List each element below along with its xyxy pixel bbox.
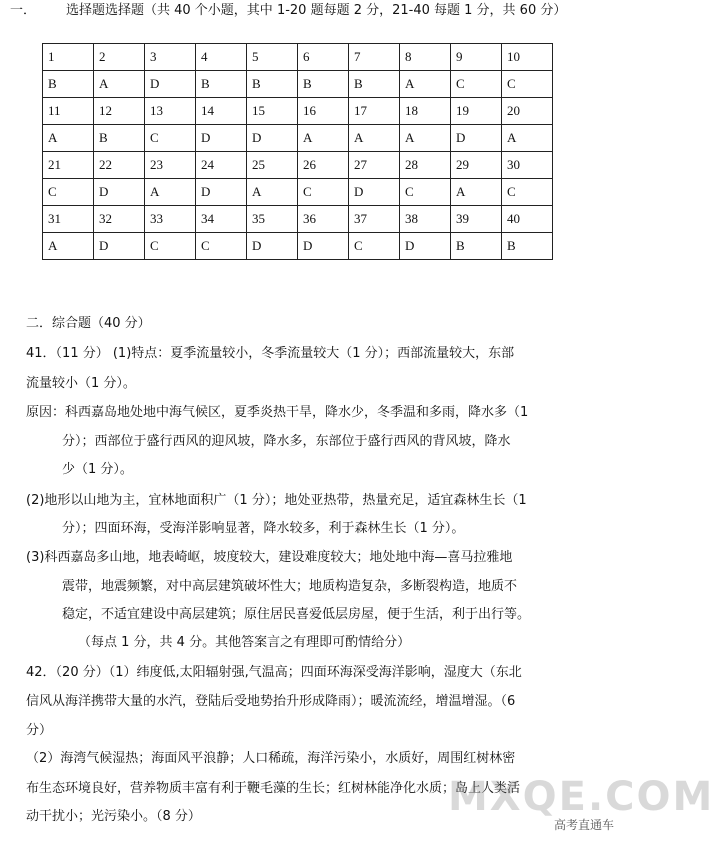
answer-cell: B bbox=[247, 71, 298, 98]
answer-cell: C bbox=[145, 125, 196, 152]
question-number-cell: 17 bbox=[349, 98, 400, 125]
answer-cell: A bbox=[400, 71, 451, 98]
answer-table-row bbox=[43, 44, 553, 71]
question-number-cell: 36 bbox=[298, 206, 349, 233]
answer-table-row bbox=[43, 125, 553, 152]
question-number-cell: 21 bbox=[43, 152, 94, 179]
question-number-cell: 28 bbox=[400, 152, 451, 179]
question-number-cell: 9 bbox=[451, 44, 502, 71]
answer-cell: A bbox=[43, 125, 94, 152]
question-number-cell: 19 bbox=[451, 98, 502, 125]
section2-heading: 二．综合题（40 分） bbox=[26, 316, 151, 331]
answer-cell: D bbox=[94, 179, 145, 206]
question-number-cell: 25 bbox=[247, 152, 298, 179]
answer-cell: B bbox=[94, 125, 145, 152]
answer-cell: C bbox=[451, 71, 502, 98]
answer-cell: A bbox=[451, 179, 502, 206]
question-number-cell: 8 bbox=[400, 44, 451, 71]
answer-table-row bbox=[43, 98, 553, 125]
answer-cell: A bbox=[247, 179, 298, 206]
answer-cell: A bbox=[502, 125, 553, 152]
question-number-cell: 2 bbox=[94, 44, 145, 71]
answer-cell: D bbox=[349, 179, 400, 206]
answer-cell: D bbox=[247, 125, 298, 152]
watermark-label: 高考直通车 bbox=[553, 818, 614, 832]
answer-text-line: 分）；四面环海，受海洋影响显著，降水较多，利于森林生长（1 分）。 bbox=[62, 521, 465, 536]
answer-text-line: 原因：科西嘉岛地处地中海气候区，夏季炎热干旱，降水少，冬季温和多雨，降水多（1 bbox=[26, 405, 529, 420]
question-number-cell: 16 bbox=[298, 98, 349, 125]
answer-cell: A bbox=[298, 125, 349, 152]
answer-cell: D bbox=[196, 125, 247, 152]
answer-cell: A bbox=[94, 71, 145, 98]
answer-cell: D bbox=[247, 233, 298, 260]
question-number-cell: 33 bbox=[145, 206, 196, 233]
question-number-cell: 31 bbox=[43, 206, 94, 233]
answer-text-line: (2)地形以山地为主，宜林地面积广（1 分）；地处亚热带，热量充足，适宜森林生长（1 bbox=[26, 493, 527, 508]
question-number-cell: 23 bbox=[145, 152, 196, 179]
answer-cell: B bbox=[451, 233, 502, 260]
answer-cell: B bbox=[298, 71, 349, 98]
answer-text-line: 分） bbox=[26, 723, 53, 738]
answer-text-line: 动干扰小；光污染小。（8 分） bbox=[26, 809, 201, 824]
answer-table-row bbox=[43, 233, 553, 260]
answer-table-row bbox=[43, 71, 553, 98]
question-number-cell: 39 bbox=[451, 206, 502, 233]
question-number-cell: 3 bbox=[145, 44, 196, 71]
question-number-cell: 34 bbox=[196, 206, 247, 233]
answer-cell: C bbox=[349, 233, 400, 260]
answer-cell: C bbox=[502, 179, 553, 206]
answer-text-line: 少（1 分）。 bbox=[62, 462, 133, 477]
question-number-cell: 24 bbox=[196, 152, 247, 179]
watermark-logo: MXQE.COM bbox=[448, 774, 714, 820]
question-number-cell: 32 bbox=[94, 206, 145, 233]
answer-text-line: 布生态环境良好，营养物质丰富有利于鞭毛藻的生长；红树林能净化水质；岛上人类活 bbox=[26, 781, 521, 796]
question-number-cell: 4 bbox=[196, 44, 247, 71]
answer-text-line: (3)科西嘉岛多山地，地表崎岖，坡度较大，建设难度较大；地处地中海—喜马拉雅地 bbox=[26, 550, 513, 565]
answer-cell: D bbox=[94, 233, 145, 260]
answer-text-line: 流量较小（1 分）。 bbox=[26, 376, 136, 391]
answer-cell: D bbox=[196, 179, 247, 206]
answer-table-row bbox=[43, 179, 553, 206]
answer-cell: B bbox=[43, 71, 94, 98]
answer-cell: D bbox=[451, 125, 502, 152]
answer-cell: C bbox=[400, 179, 451, 206]
answer-cell: A bbox=[145, 179, 196, 206]
answer-cell: C bbox=[502, 71, 553, 98]
answer-text-line: 稳定，不适宜建设中高层建筑；原住居民喜爱低层房屋，便于生活，利于出行等。 bbox=[62, 607, 531, 622]
answer-text-line: 41．（11 分） (1)特点：夏季流量较小，冬季流量较大（1 分）；西部流量较大，东部 bbox=[26, 346, 515, 361]
question-number-cell: 13 bbox=[145, 98, 196, 125]
answer-text-line: 分）；西部位于盛行西风的迎风坡，降水多，东部位于盛行西风的背风坡，降水 bbox=[62, 434, 511, 449]
section1-number: 一． bbox=[10, 3, 37, 18]
question-number-cell: 10 bbox=[502, 44, 553, 71]
section1-header bbox=[0, 0, 624, 22]
question-number-cell: 40 bbox=[502, 206, 553, 233]
question-number-cell: 11 bbox=[43, 98, 94, 125]
answer-table-row bbox=[43, 152, 553, 179]
question-number-cell: 6 bbox=[298, 44, 349, 71]
answer-text-line: 震带，地震频繁，对中高层建筑破坏性大；地质构造复杂，多断裂构造，地质不 bbox=[62, 579, 518, 594]
question-number-cell: 7 bbox=[349, 44, 400, 71]
question-number-cell: 22 bbox=[94, 152, 145, 179]
answer-text-line: （每点 1 分，共 4 分。其他答案言之有理即可酌情给分） bbox=[78, 635, 411, 650]
question-number-cell: 14 bbox=[196, 98, 247, 125]
answer-table bbox=[42, 43, 553, 260]
answer-cell: C bbox=[43, 179, 94, 206]
question-number-cell: 18 bbox=[400, 98, 451, 125]
answer-cell: A bbox=[349, 125, 400, 152]
answer-cell: B bbox=[349, 71, 400, 98]
answer-text-line: 42．（20 分）（1）纬度低,太阳辐射强,气温高；四面环海深受海洋影响，湿度大（东北 bbox=[26, 665, 522, 680]
question-number-cell: 38 bbox=[400, 206, 451, 233]
answer-cell: C bbox=[298, 179, 349, 206]
answer-text-line: 信风从海洋携带大量的水汽，登陆后受地势抬升形成降雨）；暖流流经，增温增湿。（6 bbox=[26, 694, 516, 709]
answer-cell: A bbox=[43, 233, 94, 260]
question-number-cell: 26 bbox=[298, 152, 349, 179]
answer-cell: B bbox=[502, 233, 553, 260]
answer-cell: D bbox=[298, 233, 349, 260]
answer-cell: D bbox=[145, 71, 196, 98]
question-number-cell: 37 bbox=[349, 206, 400, 233]
question-number-cell: 1 bbox=[43, 44, 94, 71]
answer-text-line: （2）海湾气候湿热；海面风平浪静；人口稀疏，海洋污染小，水质好，周围红树林密 bbox=[26, 751, 516, 766]
answer-cell: A bbox=[400, 125, 451, 152]
answer-cell: C bbox=[145, 233, 196, 260]
answer-cell: C bbox=[196, 233, 247, 260]
question-number-cell: 12 bbox=[94, 98, 145, 125]
answer-table-row bbox=[43, 206, 553, 233]
question-number-cell: 27 bbox=[349, 152, 400, 179]
answer-cell: B bbox=[196, 71, 247, 98]
question-number-cell: 30 bbox=[502, 152, 553, 179]
section1-title: 选择题选择题（共 40 个小题，其中 1-20 题每题 2 分，21-40 每题 1 分，共 60 分） bbox=[66, 3, 567, 18]
answer-cell: D bbox=[400, 233, 451, 260]
question-number-cell: 5 bbox=[247, 44, 298, 71]
question-number-cell: 35 bbox=[247, 206, 298, 233]
question-number-cell: 20 bbox=[502, 98, 553, 125]
question-number-cell: 29 bbox=[451, 152, 502, 179]
question-number-cell: 15 bbox=[247, 98, 298, 125]
